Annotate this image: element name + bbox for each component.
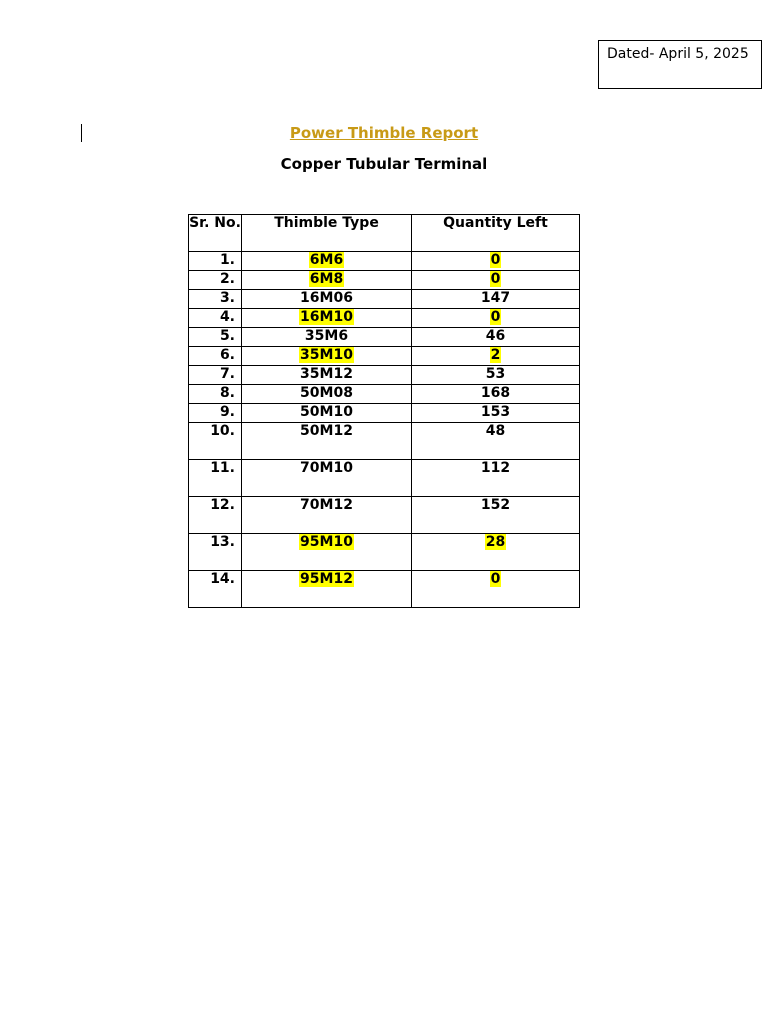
- date-text: Dated- April 5, 2025: [607, 46, 749, 62]
- cell-sr-no: 11.: [189, 460, 242, 497]
- cell-thimble-type: [242, 385, 412, 404]
- quantity-text: 0: [490, 252, 501, 268]
- cell-thimble-type: [242, 347, 412, 366]
- cell-thimble-type: [242, 290, 412, 309]
- cell-sr-no: 7.: [189, 366, 242, 385]
- cell-sr-no: 10.: [189, 423, 242, 460]
- cell-sr-no: 6.: [189, 347, 242, 366]
- cell-quantity-left: [412, 309, 580, 328]
- cell-sr-no: 3.: [189, 290, 242, 309]
- quantity-text: 0: [490, 271, 501, 287]
- cell-sr-no: 9.: [189, 404, 242, 423]
- cell-thimble-type: [242, 423, 412, 460]
- report-title: Power Thimble Report: [289, 124, 479, 142]
- table-row: [189, 328, 580, 347]
- quantity-text: 152: [480, 497, 511, 513]
- cell-quantity-left: [412, 347, 580, 366]
- quantity-text: 46: [485, 328, 506, 344]
- table-row: [189, 347, 580, 366]
- thimble-type-text: 16M10: [300, 309, 353, 325]
- cell-sr-no: 4.: [189, 309, 242, 328]
- cell-sr-no: 14.: [189, 571, 242, 608]
- quantity-text: 147: [480, 290, 511, 306]
- table-row: [189, 460, 580, 497]
- cell-quantity-left: [412, 290, 580, 309]
- quantity-text: 112: [480, 460, 511, 476]
- thimble-type-text: 6M8: [309, 271, 344, 287]
- cell-thimble-type: [242, 497, 412, 534]
- table-row: [189, 571, 580, 608]
- thimble-table: [188, 214, 580, 608]
- cell-thimble-type: [242, 366, 412, 385]
- table-row: [189, 271, 580, 290]
- cell-thimble-type: [242, 252, 412, 271]
- table-body: [189, 252, 580, 608]
- cell-quantity-left: [412, 328, 580, 347]
- cell-thimble-type: [242, 534, 412, 571]
- report-subtitle: Copper Tubular Terminal: [280, 155, 488, 173]
- cell-quantity-left: [412, 404, 580, 423]
- header-quantity-left: Quantity Left: [412, 215, 580, 252]
- table-row: [189, 309, 580, 328]
- cell-quantity-left: [412, 252, 580, 271]
- cell-quantity-left: [412, 571, 580, 608]
- cell-quantity-left: [412, 423, 580, 460]
- thimble-type-text: 6M6: [309, 252, 344, 268]
- cell-sr-no: 12.: [189, 497, 242, 534]
- cell-sr-no: 8.: [189, 385, 242, 404]
- thimble-type-text: 95M12: [300, 571, 353, 587]
- cell-thimble-type: [242, 309, 412, 328]
- cell-thimble-type: [242, 571, 412, 608]
- table-row: [189, 404, 580, 423]
- quantity-text: 28: [485, 534, 506, 550]
- quantity-text: 153: [480, 404, 511, 420]
- table-header-row: [189, 215, 580, 252]
- cell-quantity-left: [412, 385, 580, 404]
- table-row: [189, 252, 580, 271]
- table-row: [189, 423, 580, 460]
- thimble-type-text: 50M10: [300, 404, 353, 420]
- cell-quantity-left: [412, 497, 580, 534]
- cell-sr-no: 13.: [189, 534, 242, 571]
- table-row: [189, 385, 580, 404]
- quantity-text: 0: [490, 309, 501, 325]
- table-row: [189, 497, 580, 534]
- table-row: [189, 290, 580, 309]
- cell-thimble-type: [242, 460, 412, 497]
- cell-quantity-left: [412, 366, 580, 385]
- thimble-type-text: 95M10: [300, 534, 353, 550]
- thimble-type-text: 35M10: [300, 347, 353, 363]
- quantity-text: 0: [490, 571, 501, 587]
- cell-sr-no: 2.: [189, 271, 242, 290]
- cell-thimble-type: [242, 404, 412, 423]
- thimble-type-text: 35M12: [300, 366, 353, 382]
- thimble-type-text: 35M6: [304, 328, 349, 344]
- thimble-type-text: 16M06: [300, 290, 353, 306]
- cell-sr-no: 5.: [189, 328, 242, 347]
- cell-quantity-left: [412, 460, 580, 497]
- cell-sr-no: 1.: [189, 252, 242, 271]
- table-row: [189, 366, 580, 385]
- quantity-text: 53: [485, 366, 506, 382]
- header-sr-no: Sr. No.: [189, 215, 242, 252]
- thimble-type-text: 50M08: [300, 385, 353, 401]
- cell-thimble-type: [242, 271, 412, 290]
- quantity-text: 48: [485, 423, 506, 439]
- cell-thimble-type: [242, 328, 412, 347]
- date-box: [598, 40, 762, 89]
- thimble-type-text: 50M12: [300, 423, 353, 439]
- cell-quantity-left: [412, 271, 580, 290]
- table-row: [189, 534, 580, 571]
- thimble-type-text: 70M10: [300, 460, 353, 476]
- thimble-type-text: 70M12: [300, 497, 353, 513]
- quantity-text: 2: [490, 347, 501, 363]
- quantity-text: 168: [480, 385, 511, 401]
- cell-quantity-left: [412, 534, 580, 571]
- header-thimble-type: Thimble Type: [242, 215, 412, 252]
